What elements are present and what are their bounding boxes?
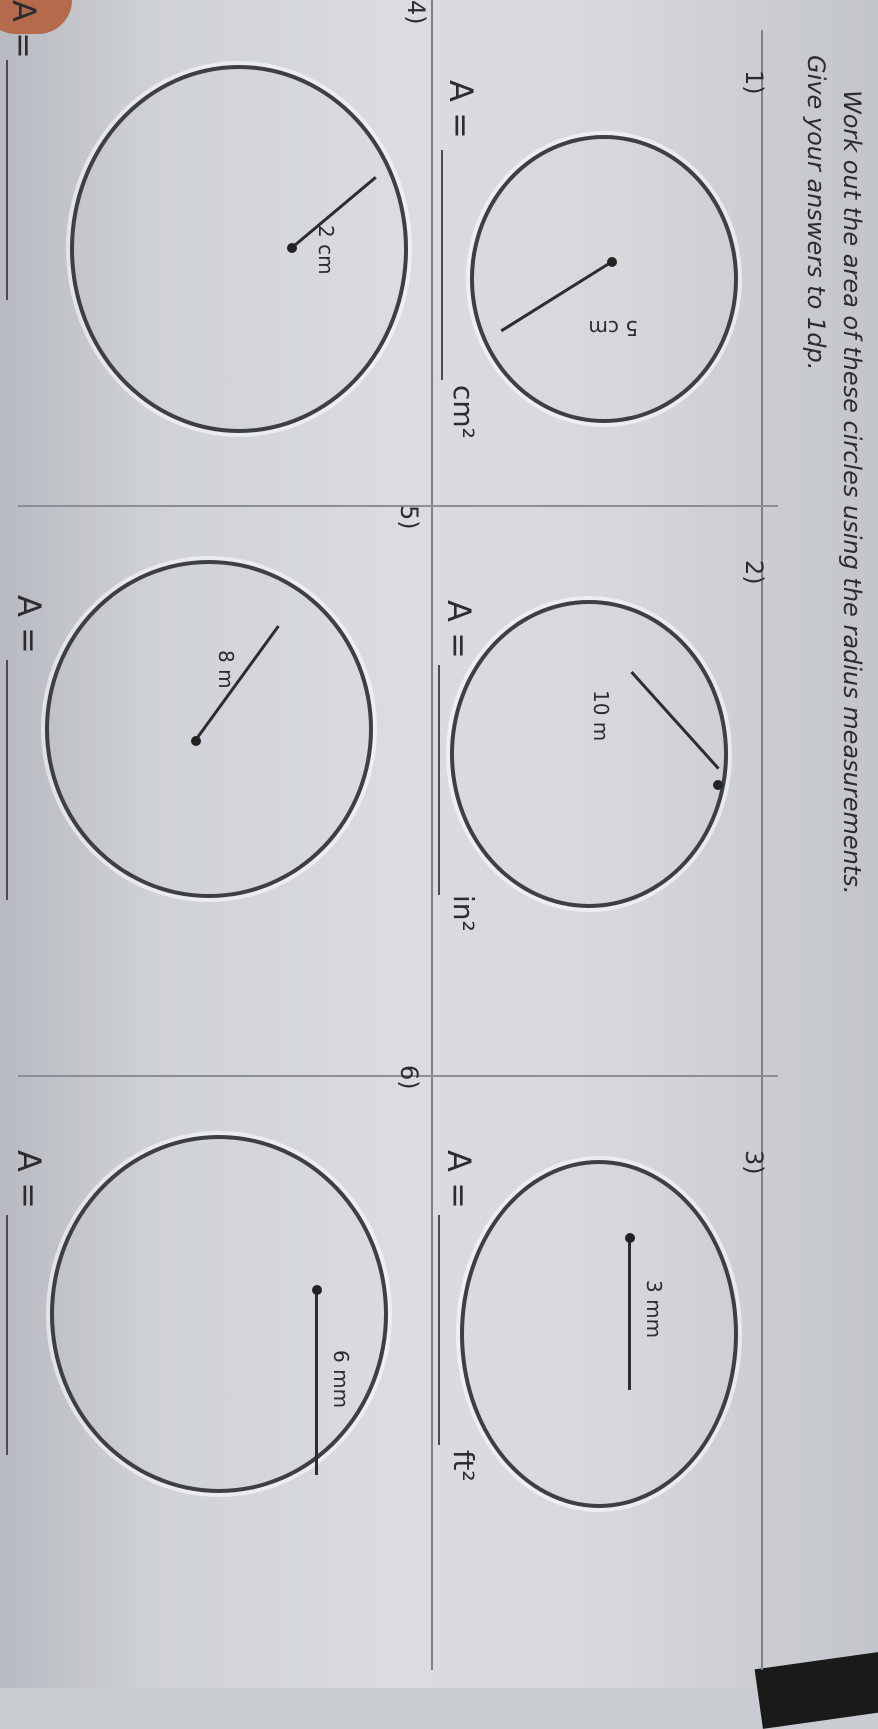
question-4-radius-label: 2 cm [314,225,338,275]
question-5-circle [45,560,373,898]
question-6-answer-blank[interactable] [6,1215,8,1455]
question-2-circle [450,600,728,908]
question-1-answer-blank[interactable] [441,150,443,380]
question-4-answer-label: A = [5,0,43,59]
question-3-centre-dot [625,1233,635,1243]
question-1-centre-dot [607,257,617,267]
question-1-circle [470,135,738,423]
question-5-answer-blank[interactable] [6,660,8,900]
question-3-circle [460,1160,738,1508]
question-6-radius-line [315,1290,318,1475]
question-3-radius-label: 3 mm [642,1280,666,1339]
instruction-line-2: Give your answers to 1dp. [802,55,830,371]
question-2-answer-label: A = [440,600,478,659]
question-6-number: 6) [395,1065,423,1090]
question-4-circle [70,65,408,433]
question-4-answer-blank[interactable] [6,60,8,300]
question-3-unit: ft² [447,1450,480,1482]
question-1-number: 1) [740,70,768,95]
question-1-radius-label: 5 cm [588,316,638,340]
question-5-radius-label: 8 m [214,650,238,689]
question-3-radius-line [628,1238,631,1390]
question-4-number: 4) [402,0,430,25]
question-3-answer-label: A = [440,1150,478,1209]
question-2-answer-blank[interactable] [438,665,440,895]
question-2-number: 2) [740,560,768,585]
row-divider-top [761,30,763,1670]
question-5-answer-label: A = [10,595,48,654]
question-1-unit: cm² [447,385,480,439]
question-6-centre-dot [312,1285,322,1295]
question-5-number: 5) [395,505,423,530]
question-6-radius-label: 6 mm [329,1350,353,1409]
question-2-unit: in² [447,895,480,932]
question-3-number: 3) [740,1150,768,1175]
question-2-radius-label: 10 m [589,690,613,742]
question-6-answer-label: A = [10,1150,48,1209]
question-1-answer-label: A = [442,80,480,139]
question-4-centre-dot [287,243,297,253]
question-2-centre-dot [713,780,723,790]
question-6-circle [50,1135,388,1493]
question-3-answer-blank[interactable] [438,1215,440,1445]
question-5-centre-dot [191,736,201,746]
row-divider-middle [431,0,433,1670]
instruction-line-1: Work out the area of these circles using the radius measurements. [838,90,866,895]
